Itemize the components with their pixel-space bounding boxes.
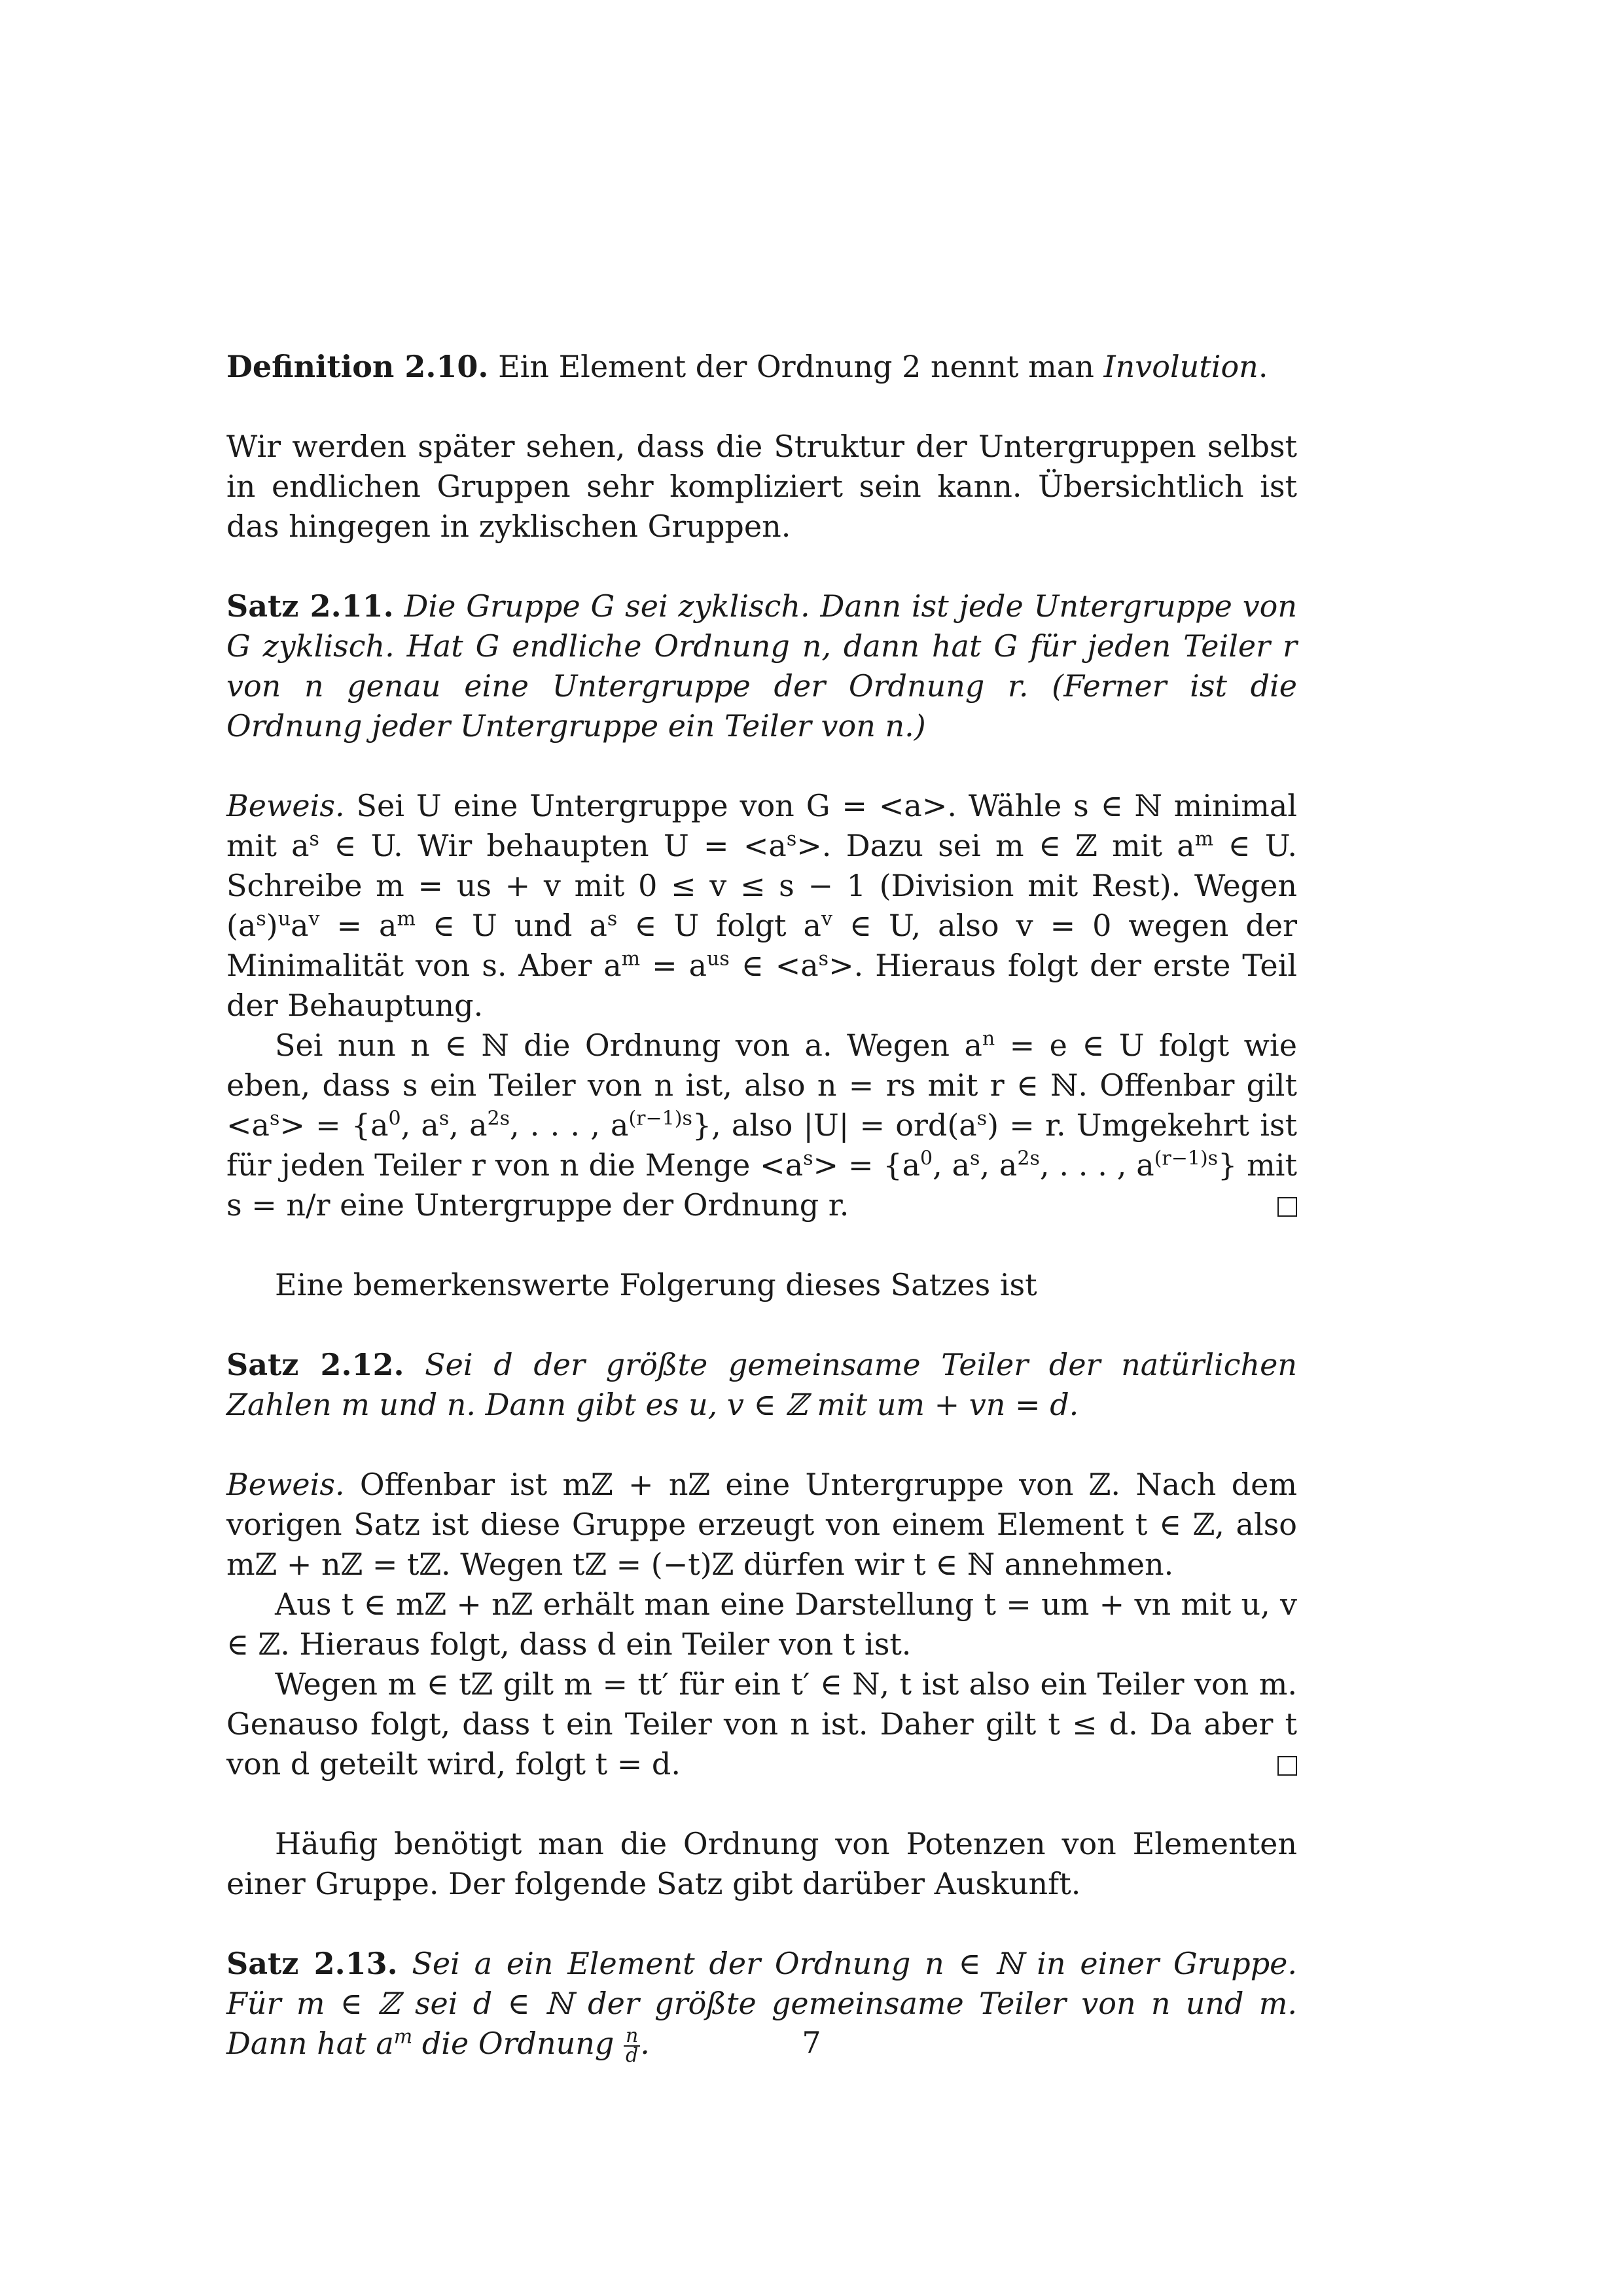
proof-text: Sei nun n ∈ ℕ die Ordnung von a. Wegen a — [275, 1028, 982, 1063]
satz-2-12-label: Satz 2.12. — [226, 1347, 404, 1382]
proof-text: ∈ U. Schreibe m = us + v mit 0 ≤ v ≤ s − 1 (Division mit Rest). Wegen (a — [226, 828, 1298, 943]
satz-2-12 — [226, 1345, 1297, 1425]
proof-2-12-paragraph-1 — [226, 1465, 1297, 1585]
proof-text: = a — [640, 948, 707, 983]
superscript: 2s — [1017, 1147, 1040, 1170]
proof-2-12-paragraph-2: Aus t ∈ mℤ + nℤ erhält man eine Darstellung t = um + vn mit u, v ∈ ℤ. Hieraus folgt, dass d ein Teiler von t ist. — [226, 1587, 1297, 1662]
theorem-text: die Ordnung — [412, 2026, 624, 2061]
proof-text: > = {a — [279, 1107, 389, 1143]
superscript: s — [309, 827, 319, 851]
proof-text: , a — [980, 1147, 1018, 1183]
satz-2-13-label: Satz 2.13. — [226, 1946, 398, 1981]
proof-text: , . . . , a — [509, 1107, 629, 1143]
proof-2-11-paragraph-1 — [226, 786, 1297, 1026]
theorem-end: . — [640, 2026, 650, 2061]
proof-text: , . . . , a — [1039, 1147, 1154, 1183]
superscript: m — [393, 2025, 413, 2049]
satz-2-11-text: Die Gruppe G sei zyklisch. Dann ist jede Untergruppe von G zyklisch. Hat G endliche Ordnung n, dann hat G für jeden Teiler r von n genau eine Untergruppe der Ordnung r. (Ferner ist die Ordnung jeder Untergruppe ein Teiler von n.) — [226, 588, 1297, 744]
superscript: m — [397, 907, 416, 931]
qed-icon — [1229, 1744, 1297, 1784]
superscript: s — [803, 1147, 813, 1170]
proof-text: a — [291, 908, 309, 943]
superscript: s — [970, 1147, 980, 1170]
proof-label: Beweis. — [226, 1467, 345, 1502]
proof-text: } mit s = n/r eine Untergruppe der Ordnung r. — [226, 1147, 1297, 1223]
proof-2-11 — [226, 786, 1297, 1225]
proof-text: Wegen m ∈ tℤ gilt m = tt′ für ein t′ ∈ ℕ, t ist also ein Teiler von m. Genauso folgt, dass t ein Teiler von n ist. Daher gilt t ≤ d. Da aber t von d geteilt wird, folgt t = d. — [226, 1666, 1297, 1782]
superscript: m — [1194, 827, 1214, 851]
superscript: s — [269, 1107, 280, 1130]
proof-text: ∈ U und a — [415, 908, 607, 943]
proof-text: ∈ U, also v = 0 wegen der Minimalität von s. Aber a — [226, 908, 1297, 983]
definition-end: . — [1258, 349, 1268, 384]
definition-text: Ein Element der Ordnung 2 nennt man — [498, 349, 1094, 384]
proof-text: ) — [266, 908, 278, 943]
superscript: s — [818, 947, 829, 971]
proof-text: Sei U eine Untergruppe von G = <a>. Wähle s ∈ ℕ minimal mit a — [226, 788, 1298, 863]
fraction-numerator: n — [624, 2027, 640, 2047]
superscript: v — [821, 907, 832, 931]
superscript: (r−1)s — [628, 1107, 692, 1130]
proof-text: = e ∈ U folgt wie eben, dass s ein Teiler von n ist, also n = rs mit r ∈ ℕ. Offenbar gilt <a — [226, 1028, 1297, 1143]
superscript: s — [256, 907, 266, 931]
proof-text: ∈ U folgt a — [617, 908, 821, 943]
superscript: us — [707, 947, 730, 971]
superscript: v — [308, 907, 320, 931]
proof-text: = a — [319, 908, 397, 943]
proof-text: , a — [401, 1107, 439, 1143]
definition-term: Involution — [1103, 349, 1258, 384]
theorem-text: Sei a ein Element der Ordnung n ∈ ℕ in einer Gruppe. Für m ∈ ℤ sei d ∈ ℕ der größte gemeinsame Teiler von n und m. Dann hat a — [226, 1946, 1297, 2061]
superscript: s — [786, 827, 797, 851]
fraction-denominator: d — [625, 2044, 639, 2067]
proof-text: ∈ <a — [729, 948, 819, 983]
superscript: s — [607, 907, 618, 931]
proof-text: >. Hieraus folgt der erste Teil der Behauptung. — [226, 948, 1298, 1023]
superscript: (r−1)s — [1154, 1147, 1219, 1170]
remark-paragraph: Eine bemerkenswerte Folgerung dieses Satzes ist — [275, 1267, 1037, 1302]
satz-2-12-text: Sei d der größte gemeinsame Teiler der natürlichen Zahlen m und n. Dann gibt es u, v ∈ ℤ mit um + vn = d. — [226, 1347, 1297, 1422]
superscript: n — [982, 1027, 995, 1050]
satz-2-11 — [226, 586, 1297, 746]
superscript: 0 — [920, 1147, 933, 1170]
proof-text: ∈ U. Wir behaupten U = <a — [319, 828, 787, 863]
qed-icon — [1229, 1185, 1297, 1225]
proof-2-11-paragraph-2 — [226, 1026, 1297, 1225]
intro-paragraph: Wir werden später sehen, dass die Struktur der Untergruppen selbst in endlichen Gruppen sehr kompliziert sein kann. Übersichtlich ist das hingegen in zyklischen Gruppen. — [226, 429, 1297, 544]
proof-2-12-paragraph-3 — [226, 1664, 1297, 1784]
proof-text: > = {a — [813, 1147, 921, 1183]
page-body — [226, 347, 1297, 2105]
proof-2-12 — [226, 1465, 1297, 1784]
proof-text: ) = r. Umgekehrt ist für jeden Teiler r von n die Menge <a — [226, 1107, 1297, 1183]
page-number: 7 — [802, 2025, 821, 2060]
proof-text: , a — [449, 1107, 488, 1143]
haeufig-paragraph: Häufig benötigt man die Ordnung von Potenzen von Elementen einer Gruppe. Der folgende Satz gibt darüber Auskunft. — [226, 1826, 1297, 1901]
proof-label: Beweis. — [226, 788, 345, 823]
satz-2-11-label: Satz 2.11. — [226, 588, 394, 624]
superscript: s — [976, 1107, 988, 1130]
definition-label: Definition 2.10. — [226, 349, 489, 384]
superscript: 2s — [487, 1107, 510, 1130]
superscript: m — [621, 947, 641, 971]
definition-2-10 — [226, 347, 1297, 387]
superscript: u — [277, 907, 291, 931]
proof-text: Offenbar ist mℤ + nℤ eine Untergruppe von ℤ. Nach dem vorigen Satz ist diese Gruppe erzeugt von einem Element t ∈ ℤ, also mℤ + nℤ = tℤ. Wegen tℤ = (−t)ℤ dürfen wir t ∈ ℕ annehmen. — [226, 1467, 1298, 1582]
proof-text: >. Dazu sei m ∈ ℤ mit a — [796, 828, 1195, 863]
superscript: 0 — [388, 1107, 401, 1130]
proof-text: }, also |U| = ord(a — [692, 1107, 977, 1143]
proof-text: , a — [933, 1147, 971, 1183]
superscript: s — [438, 1107, 450, 1130]
